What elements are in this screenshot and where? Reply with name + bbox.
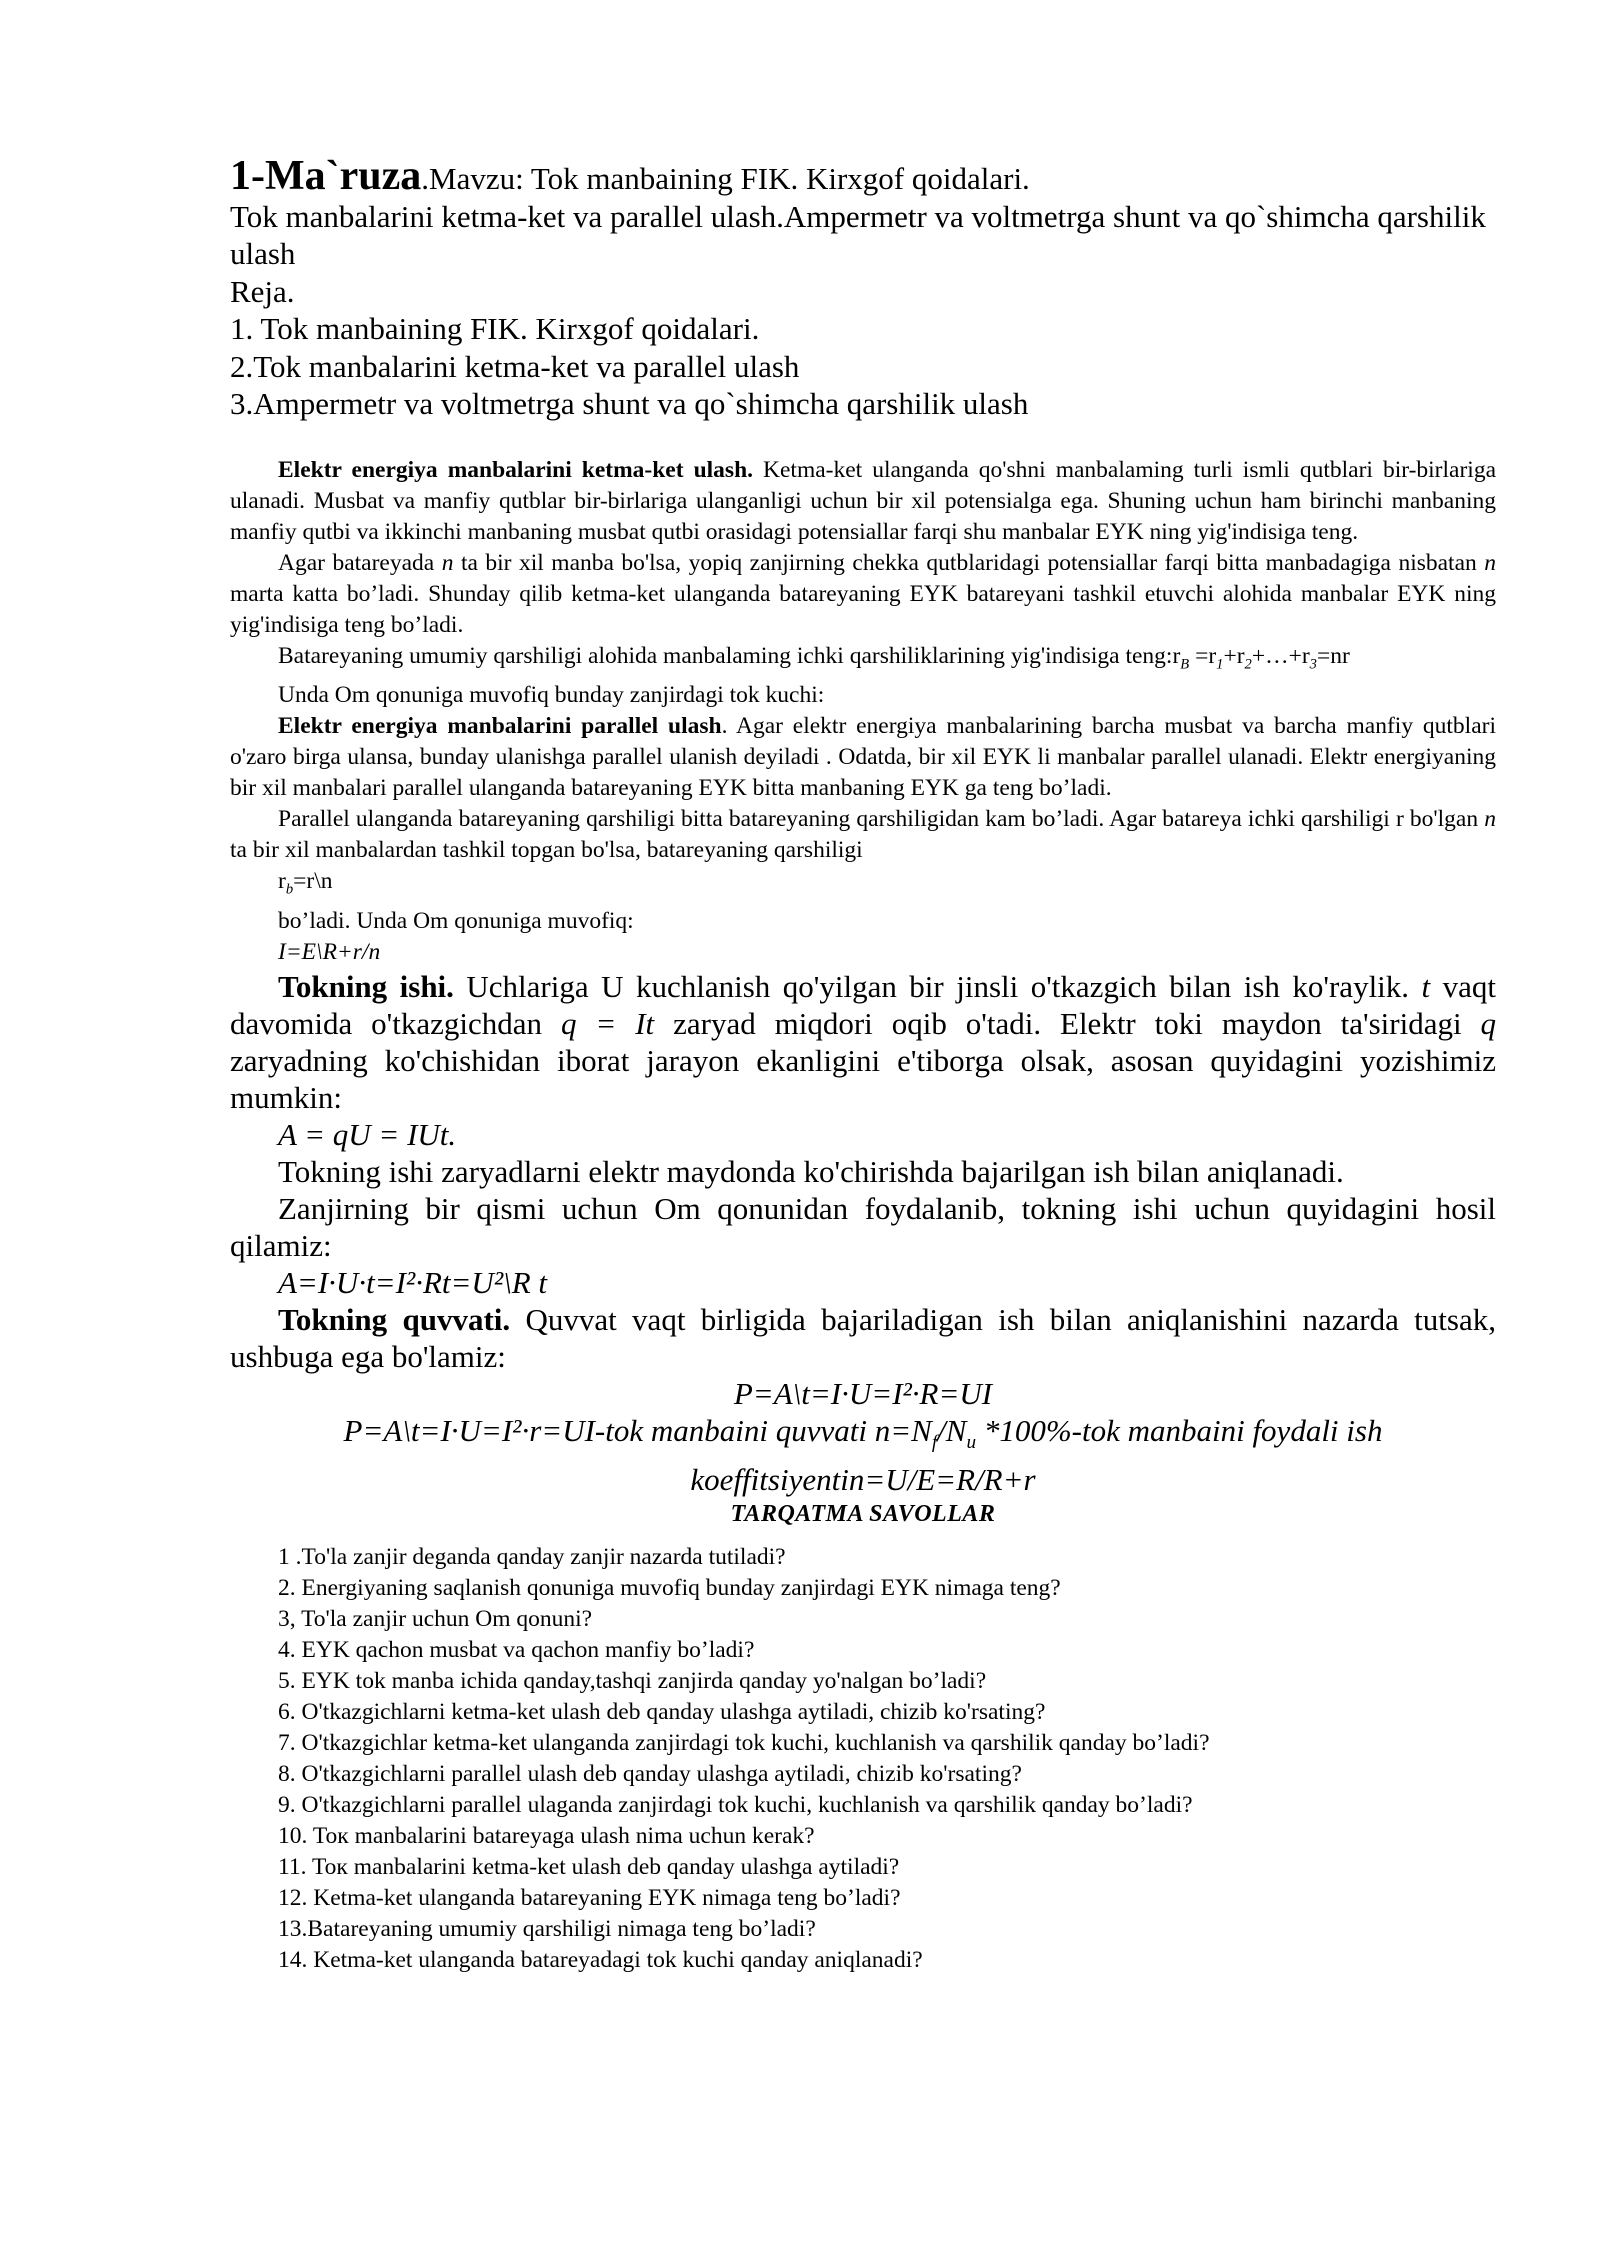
work-paragraph-3: Zanjirning bir qismi uchun Om qonunidan foydalanib, tokning ishi uchun quyidagini hosil qilamiz: [230, 1190, 1496, 1263]
work-paragraph-1 [230, 968, 1496, 1116]
text-run: r [278, 868, 286, 895]
subscript: 2 [1244, 656, 1252, 673]
text-run: zaryadning ko'chishidan iborat jarayon ekanligini e'tiborga olsak, asosan quyidagini yozishimiz mumkin: [230, 1042, 1496, 1115]
parallel-heading: Elektr energiya manbalarini parallel ulash [278, 713, 722, 740]
text-run: marta katta bo’ladi. Shunday qilib ketma-ket ulanganda batareyaning EYK batareyani tashkil etuvchi alohida manbalar EYK ning yig'indisiga teng bo’ladi. [230, 580, 1496, 638]
text-run: ta bir xil manba bo'lsa, yopiq zanjirning chekka qutblaridagi potensiallar farqi bitta manbadagiga nisbatan [453, 549, 1485, 576]
series-paragraph-3 [230, 641, 1496, 681]
parallel-paragraph-1 [230, 711, 1496, 804]
series-section [230, 455, 1496, 968]
lecture-header [230, 153, 1496, 423]
text-run: P=A\t=I·U=I²·r=UI-tok manbaini quvvati n=N [343, 1412, 932, 1448]
subscript: 3 [1309, 656, 1317, 673]
plan-title: Reja. [230, 273, 295, 309]
document-page [230, 153, 1497, 1976]
series-text: Ketma-ket ulanganda qo'shni manbalaming turli ismli qutblari bir-birlariga ulanadi. Musbat va manfiy qutblar bir-birlariga ulanganligi uchun bir xil potensialga ega. Shuning uchun ham birinchi manbaning manfiy qutbi va ikkinchi manbaning musbat qutbi orasidagi potensiallar farqi shu manbalar EYK ning yig'indisiga teng. [230, 456, 1496, 545]
work-formula-2: A=I·U·t=I²·Rt=U²\R t [278, 1264, 548, 1300]
parallel-text: . Agar elektr energiya manbalarining barcha musbat va barcha manfiy qutblari o'zaro birga ulansa, bunday ulanishga parallel ulanish deyiladi . Odatda, bir xil EYK li manbalar parallel ulanadi. Elektr energiyaning bir xil manbalari parallel ulanganda batareyaning EYK bitta manbaning EYK ga teng bo’ladi. [230, 713, 1496, 802]
lecture-subtitle: Tok manbalarini ketma-ket va parallel ulash.Ampermetr va voltmetrga shunt va qo`shimcha qarshilik ulash [230, 198, 1486, 271]
series-paragraph-4: Unda Om qonuniga muvofiq bunday zanjirdagi tok kuchi: [278, 682, 825, 709]
parallel-formula: I=E\R+r/n [278, 938, 381, 965]
var-n: n [1484, 549, 1496, 576]
text-run: Uchlariga U kuchlanish qo'yilgan bir jinsli o'tkazgich bilan ish ko'raylik. [453, 968, 1422, 1004]
question-item: 1 .To'la zanjir deganda qanday zanjir nazarda tutiladi? [278, 1544, 786, 1571]
plan-item: 3.Ampermetr va voltmetrga shunt va qo`shimcha qarshilik ulash [230, 386, 1029, 421]
subscript: b [285, 881, 294, 898]
lecture-number: 1-Ma`ruza [230, 153, 422, 199]
text-run: ta bir xil manbalardan tashkil topgan bo'lsa, batareyaning qarshiligi [230, 837, 863, 864]
rb-formula [230, 866, 1496, 906]
var-q: q [1480, 1005, 1497, 1041]
var-n: n [441, 549, 454, 576]
var-n: n [1484, 806, 1496, 833]
questions-heading: TARQATMA SAVOLLAR [730, 1501, 996, 1528]
question-item: 4. EYK qachon musbat va qachon manfiy bo’ladi? [278, 1637, 755, 1664]
text-run: =nr [1316, 642, 1350, 669]
question-item: 8. O'tkazgichlarni parallel ulash deb qanday ulashga aytiladi, chizib ko'rsating? [278, 1761, 1022, 1788]
lecture-title-line [230, 153, 1496, 199]
question-item: 7. O'tkazgichlar ketma-ket ulanganda zanjirdagi tok kuchi, kuchlanish va qarshilik qanday bo’ladi? [278, 1730, 1210, 1757]
work-heading: Tokning ishi. [278, 968, 454, 1004]
text-run: Batareyaning umumiy qarshiligi alohida manbalaming ichki qarshiliklarining yig'indisiga teng:r [278, 642, 1181, 669]
power-paragraph-1 [230, 1301, 1496, 1375]
text-run: *100%-tok manbaini foydali ish [976, 1412, 1383, 1448]
question-item: 2. Energiyaning saqlanish qonuniga muvofiq bunday zanjirdagi EYK nimaga teng? [278, 1575, 1061, 1602]
series-paragraph-2 [230, 548, 1496, 641]
text-run: Parallel ulanganda batareyaning qarshiligi bitta batareyaning qarshiligidan kam bo’ladi. Agar batareya ichki qarshiligi r bo'lgan [278, 806, 1485, 833]
question-item: 5. EYK tok manba ichida qanday,tashqi zanjirda qanday yo'nalgan bo’ladi? [278, 1668, 987, 1695]
subscript: f [931, 1432, 938, 1454]
plan-item: 1. Tok manbaining FIK. Kirxgof qoidalari. [230, 311, 760, 346]
question-item: 14. Ketma-ket ulanganda batareyadagi tok kuchi qanday aniqlanadi? [278, 1947, 923, 1974]
work-formula-1: A = qU = IUt. [278, 1116, 457, 1152]
series-paragraph-1 [230, 455, 1496, 548]
parallel-paragraph-3: bo’ladi. Unda Om qonuniga muvofiq: [278, 907, 634, 934]
plan-item: 2.Tok manbalarini ketma-ket va parallel ulash [230, 348, 800, 384]
text-run: vaqt davomida o'tkazgichdan [230, 968, 1497, 1041]
work-paragraph-2: Tokning ishi zaryadlarni elektr maydonda ko'chirishda bajarilgan ish bilan aniqlanadi. [278, 1153, 1344, 1189]
parallel-paragraph-2 [230, 804, 1496, 866]
var-t: t [1421, 968, 1431, 1004]
power-formula-1: P=A\t=I·U=I²·R=UI [733, 1375, 993, 1411]
power-formula-2 [230, 1412, 1496, 1461]
power-formula-3: koeffitsiyentin=U/E=R/R+r [690, 1462, 1036, 1498]
power-heading: Tokning quvvati. [278, 1301, 511, 1337]
formula-inline: q = It [560, 1005, 655, 1041]
question-item: 11. Toк manbalarini ketma-ket ulash deb qanday ulashga aytiladi? [278, 1854, 900, 1881]
text-run: zaryad miqdori oqib o'tadi. Elektr toki maydon ta'siridagi [654, 1005, 1481, 1041]
text-run: =r\n [293, 868, 333, 895]
text-run: Quvvat vaqt birligida bajariladigan ish bilan aniqlanishini nazarda tutsak, ushbuga ega bo'lamiz: [230, 1301, 1496, 1374]
question-item: 10. Toк manbalarini batareyaga ulash nima uchun kerak? [278, 1823, 815, 1850]
work-section [230, 968, 1496, 1498]
lecture-topic: .Mavzu: Tok manbaining FIK. Kirxgof qoidalari. [421, 161, 1030, 196]
question-item: 3, To'la zanjir uchun Om qonuni? [278, 1606, 593, 1633]
text-run: +…+r [1251, 642, 1310, 669]
text-run: +r [1223, 642, 1245, 669]
series-heading: Elektr energiya manbalarini ketma-ket ulash. [278, 456, 754, 483]
question-item: 9. O'tkazgichlarni parallel ulaganda zanjirdagi tok kuchi, kuchlanish va qarshilik qanday bo’ladi? [278, 1792, 1193, 1819]
text-run: =r [1189, 642, 1217, 669]
question-item: 13.Batareyaning umumiy qarshiligi nimaga teng bo’ladi? [278, 1916, 816, 1943]
text-run: Agar batareyada [278, 549, 442, 576]
question-item: 12. Ketma-ket ulanganda batareyaning EYK nimaga teng bo’ladi? [278, 1885, 901, 1912]
question-item: 6. O'tkazgichlarni ketma-ket ulash deb qanday ulashga aytiladi, chizib ko'rsating? [278, 1699, 1046, 1726]
text-run: /N [937, 1412, 967, 1448]
subscript: 1 [1216, 656, 1224, 673]
subscript: B [1180, 656, 1190, 673]
questions-list [230, 1542, 1496, 1976]
subscript: u [966, 1432, 977, 1454]
